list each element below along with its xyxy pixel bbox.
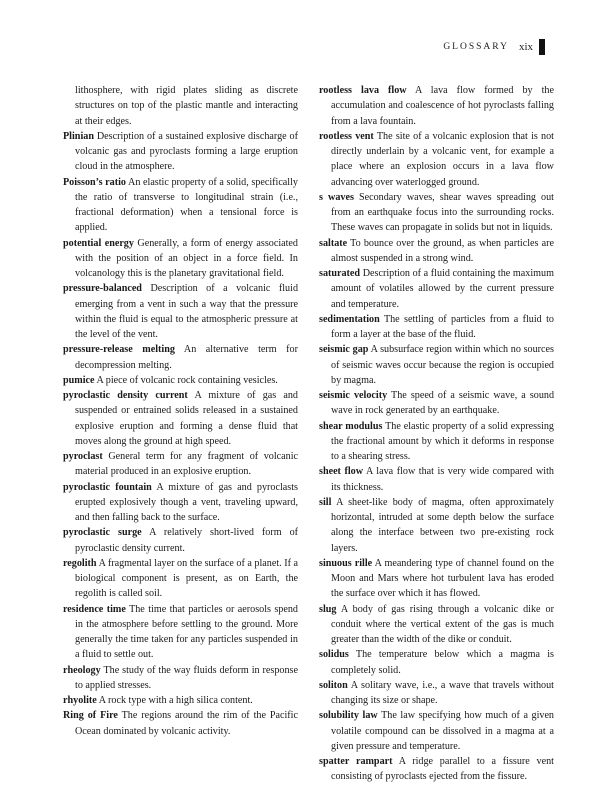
glossary-entry bbox=[63, 388, 298, 449]
glossary-definition: The study of the way fluids deform in response to applied stresses. bbox=[75, 664, 298, 691]
glossary-entry bbox=[319, 419, 554, 465]
glossary-term: seismic gap bbox=[319, 344, 369, 356]
glossary-term: sinuous rille bbox=[319, 557, 373, 569]
glossary-entry bbox=[63, 175, 298, 236]
glossary-term: rhyolite bbox=[63, 695, 97, 706]
glossary-entry bbox=[63, 342, 298, 373]
glossary-term: pumice bbox=[63, 374, 95, 386]
glossary-term: regolith bbox=[63, 557, 97, 569]
page-number: xix bbox=[518, 41, 533, 53]
glossary-entry bbox=[63, 693, 298, 708]
glossary-definition: Description of a sustained explosive discharge of volcanic gas and pyroclasts forming a large eruption cloud in the atmosphere. bbox=[75, 130, 298, 173]
glossary-definition: Generally, a form of energy associated with the position of an object in a force field. In volcanology this is the planetary gravitational field. bbox=[75, 237, 298, 279]
glossary-term: Ring of Fire bbox=[63, 710, 118, 722]
glossary-entry bbox=[63, 281, 298, 342]
glossary-entry bbox=[319, 312, 554, 343]
glossary-term: pressure-release melting bbox=[63, 344, 175, 356]
glossary-entry bbox=[319, 388, 554, 419]
glossary-entry bbox=[319, 678, 554, 709]
glossary-entry bbox=[319, 129, 554, 190]
glossary-entry bbox=[319, 464, 554, 495]
glossary-definition: An elastic property of a solid, specifically the ratio of transverse to longitudinal strain (i.e., fractional deformation) when a tensional force is applied. bbox=[75, 176, 298, 234]
glossary-definition: The regions around the rim of the Pacific Ocean dominated by volcanic activity. bbox=[75, 710, 298, 737]
glossary-entry bbox=[63, 708, 298, 739]
glossary-term: s waves bbox=[319, 191, 354, 203]
glossary-term: slug bbox=[319, 603, 337, 615]
glossary-definition: A mixture of gas and pyroclasts erupted explosively though a vent, traveling upward, and then falling back to the surface. bbox=[75, 481, 298, 523]
glossary-definition: General term for any fragment of volcanic material produced in an explosive eruption. bbox=[75, 451, 299, 478]
glossary-term: rootless vent bbox=[319, 130, 374, 142]
glossary-term: saturated bbox=[319, 268, 361, 279]
glossary-definition: A fragmental layer on the surface of a planet. If a biological component is present, as on Earth, the regolith is called soil. bbox=[75, 557, 299, 600]
glossary-term: saltate bbox=[319, 237, 348, 249]
glossary-term: sheet flow bbox=[319, 466, 364, 478]
running-header bbox=[443, 39, 545, 55]
glossary-definition: The time that particles or aerosols spend in the atmosphere before settling to the ground. More generally the time taken for any particles suspended in a fluid to settle out. bbox=[75, 603, 298, 661]
glossary-definition: The elastic property of a solid expressing the fractional amount by which it deforms in response to a shearing stress. bbox=[331, 420, 554, 462]
glossary-entry bbox=[63, 525, 298, 556]
glossary-definition: A mixture of gas and suspended or entrained solids released in a sustained explosive eruption and forming a dense fluid that moves along the ground at high speed. bbox=[75, 390, 298, 447]
glossary-term: seismic velocity bbox=[319, 390, 388, 401]
glossary-definition: A lava flow that is very wide compared with its thickness. bbox=[331, 466, 554, 493]
glossary-definition: A relatively short-lived form of pyroclastic density current. bbox=[75, 527, 299, 554]
glossary-entry bbox=[63, 556, 298, 602]
glossary-definition: A subsurface region within which no sources of seismic waves occur because the region is occupied by magma. bbox=[331, 344, 554, 386]
glossary-definition: A solitary wave, i.e., a wave that travels without changing its size or shape. bbox=[331, 679, 554, 706]
glossary-entry bbox=[319, 342, 554, 388]
glossary-definition: Description of a fluid containing the maximum amount of volatiles allowed by the current pressure and temperature. bbox=[331, 268, 554, 310]
glossary-definition: A body of gas rising through a volcanic dike or conduit where the vertical extent of the gas is much greater than the width of the dike or conduit. bbox=[331, 603, 554, 645]
section-title: GLOSSARY bbox=[443, 42, 509, 52]
glossary-entry bbox=[63, 236, 298, 282]
glossary-entry bbox=[319, 602, 554, 648]
glossary-term: potential energy bbox=[63, 237, 134, 249]
glossary-term: pyroclastic fountain bbox=[63, 481, 152, 493]
glossary-term: solidus bbox=[319, 649, 349, 661]
glossary-term: sill bbox=[319, 496, 332, 508]
glossary-entry bbox=[319, 83, 554, 129]
glossary-entry bbox=[63, 602, 298, 663]
glossary-entry bbox=[63, 449, 298, 480]
glossary-term: pyroclastic density current bbox=[63, 390, 188, 401]
glossary-left-column bbox=[63, 83, 298, 739]
glossary-entry bbox=[63, 480, 298, 526]
glossary-definition: The site of a volcanic explosion that is not directly underlain by a volcanic vent, for example a place where an explosion occurs in a lava flow advancing over waterlogged ground. bbox=[331, 130, 554, 188]
glossary-entry bbox=[319, 236, 554, 267]
glossary-entry bbox=[63, 663, 298, 694]
glossary-entry bbox=[319, 495, 554, 556]
glossary-term: solubility law bbox=[319, 710, 378, 722]
glossary-definition: A sheet-like body of magma, often approximately horizontal, intruded at some depth below the surface along the interface between two pre-existing rock layers. bbox=[331, 496, 554, 554]
glossary-definition: To bounce over the ground, as when particles are almost suspended in a strong wind. bbox=[331, 237, 554, 264]
glossary-definition: Secondary waves, shear waves spreading out from an earthquake focus into the surrounding rocks. These waves can propagate in solids but not in liquids. bbox=[331, 191, 554, 234]
glossary-term: spatter rampart bbox=[319, 756, 393, 767]
glossary-term: Plinian bbox=[63, 130, 94, 142]
glossary-definition: An alternative term for decompression melting. bbox=[75, 344, 298, 371]
glossary-entry bbox=[319, 647, 554, 678]
glossary-entry bbox=[319, 190, 554, 236]
glossary-term: pyroclast bbox=[63, 451, 103, 462]
glossary-definition: A piece of volcanic rock containing vesicles. bbox=[96, 374, 278, 386]
glossary-definition: The temperature below which a magma is completely solid. bbox=[331, 649, 554, 676]
glossary-entry bbox=[319, 266, 554, 312]
glossary-term: shear modulus bbox=[319, 420, 383, 432]
glossary-definition: The law specifying how much of a given volatile compound can be dissolved in a magma at a given pressure and temperature. bbox=[331, 710, 554, 752]
glossary-entry bbox=[63, 129, 298, 175]
glossary-definition: A lava flow formed by the accumulation and coalescence of hot pyroclasts falling from a lava fountain. bbox=[331, 85, 554, 127]
glossary-definition: A rock type with a high silica content. bbox=[98, 695, 253, 706]
continued-definition: lithosphere, with rigid plates sliding as discrete structures on top of the plastic mantle and interacting at their edges. bbox=[75, 85, 298, 127]
glossary-definition: The settling of particles from a fluid to form a layer at the base of the fluid. bbox=[331, 313, 554, 340]
right-entries bbox=[319, 83, 554, 785]
glossary-definition: A ridge parallel to a fissure vent consisting of pyroclasts ejected from the fissure. bbox=[331, 756, 554, 783]
glossary-term: pressure-balanced bbox=[63, 283, 142, 295]
glossary-definition: The speed of a seismic wave, a sound wave in rock generated by an earthquake. bbox=[331, 390, 555, 417]
glossary-entry bbox=[319, 708, 554, 754]
glossary-term: soliton bbox=[319, 679, 348, 691]
glossary-term: sedimentation bbox=[319, 313, 380, 325]
glossary-term: rootless lava flow bbox=[319, 85, 407, 96]
glossary-definition: Description of a volcanic fluid emerging from a vent in such a way that the pressure within the fluid is equal to the atmospheric pressure at the level of the vent. bbox=[75, 283, 299, 340]
glossary-definition: A meandering type of channel found on the Moon and Mars where hot turbulent lava has eroded the surface over which it has flowed. bbox=[331, 557, 555, 600]
glossary-term: rheology bbox=[63, 664, 101, 676]
left-entries bbox=[63, 129, 298, 739]
glossary-term: pyroclastic surge bbox=[63, 527, 142, 539]
glossary-entry bbox=[319, 556, 554, 602]
glossary-term: residence time bbox=[63, 603, 126, 615]
glossary-entry bbox=[319, 754, 554, 785]
glossary-right-column bbox=[319, 83, 554, 785]
header-thumb-tab bbox=[539, 39, 545, 55]
glossary-term: Poisson’s ratio bbox=[63, 176, 126, 188]
glossary-entry bbox=[63, 373, 298, 388]
